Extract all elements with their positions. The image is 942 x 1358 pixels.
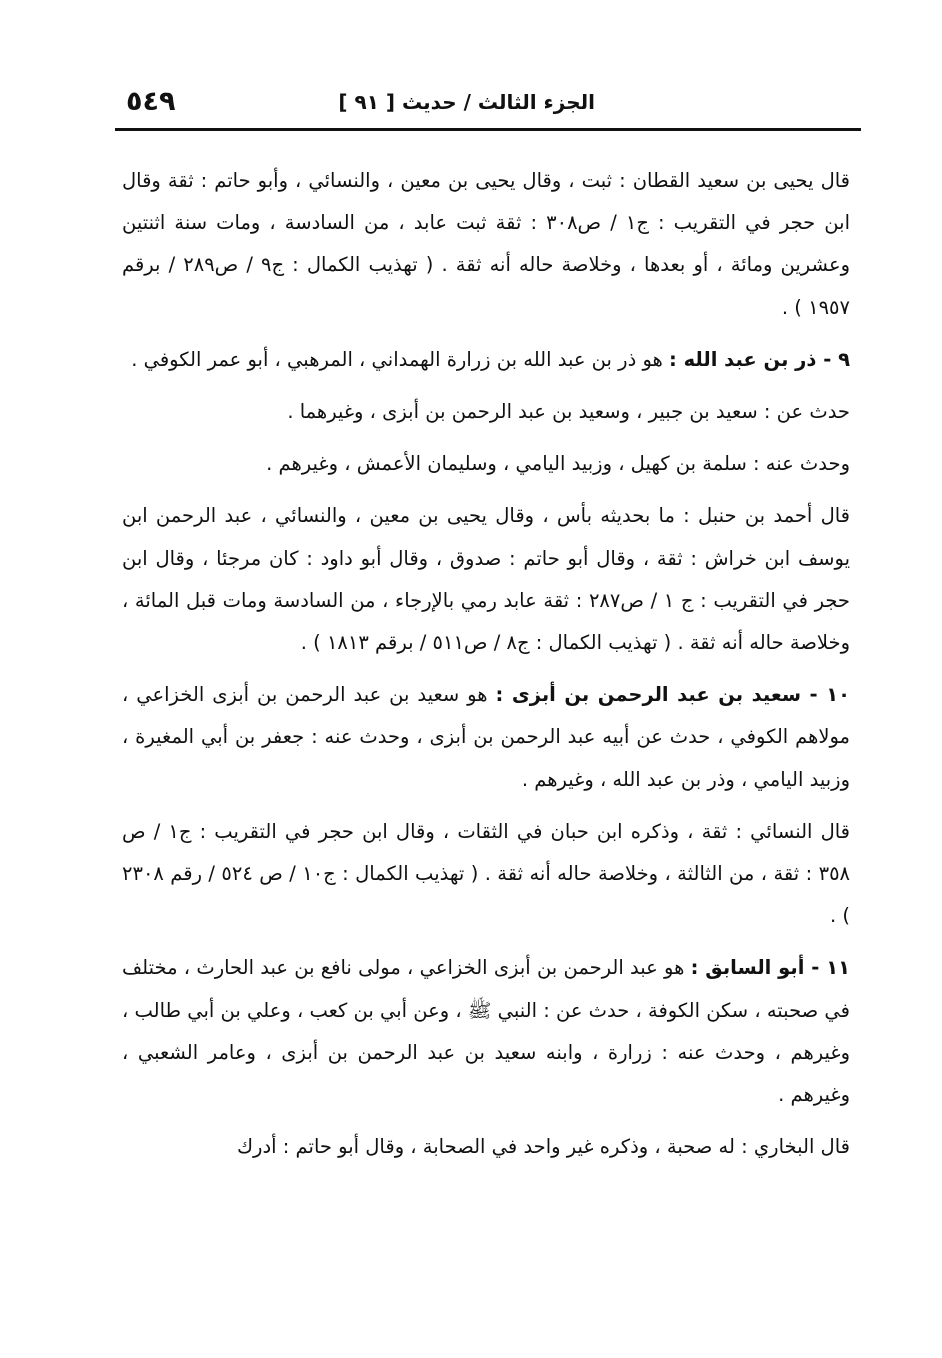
paragraph: [122, 391, 850, 433]
entry-heading: ١٠ - سعيد بن عبد الرحمن بن أبزى :: [495, 683, 850, 707]
paragraph: [122, 443, 850, 485]
entry-heading: ٩ - ذر بن عبد الله :: [669, 347, 850, 371]
entry-heading-paragraph: [122, 947, 850, 1116]
paragraph-text: هو ذر بن عبد الله بن زرارة الهمداني ، المرهبي ، أبو عمر الكوفي .: [131, 347, 670, 371]
paragraph-text: قال البخاري : له صحبة ، وذكره غير واحد في الصحابة ، وقال أبو حاتم : أدرك: [236, 1135, 850, 1159]
paragraph-text: هو عبد الرحمن بن أبزى الخزاعي ، مولى نافع بن عبد الحارث ، مختلف في صحبته ، سكن الكوفة ، حدث عن : النبي ﷺ ، وعن أبي بن كعب ، وعلي بن أبي طالب ، وغيرهم ، وحدث عنه : زرارة ، وابنه سعيد بن عبد الرحمن بن أبزى ، وعامر الشعبي ، وغيرهم .: [122, 956, 850, 1107]
paragraph: [122, 160, 850, 329]
running-head: الجزء الثالث / حديث [ ٩١ ]: [338, 90, 595, 114]
entry-heading: ١١ - أبو السابق :: [690, 956, 850, 980]
paragraph-text: حدث عن : سعيد بن جبير ، وسعيد بن عبد الرحمن بن أبزى ، وغيرهما .: [287, 400, 850, 424]
paragraph: [122, 495, 850, 664]
entry-heading-paragraph: [122, 674, 850, 801]
header-rule: [115, 128, 861, 131]
paragraph-text: قال النسائي : ثقة ، وذكره ابن حبان في الثقات ، وقال ابن حجر في التقريب : ج١ / ص ٣٥٨ : ثقة ، من الثالثة ، وخلاصة حاله أنه ثقة . ( تهذيب الكمال : ج١٠ / ص ٥٢٤ / رقم ٢٣٠٨ ) .: [122, 819, 851, 928]
paragraph: [122, 1126, 850, 1168]
paragraph-text: هو سعيد بن عبد الرحمن بن أبزى الخزاعي ، مولاهم الكوفي ، حدث عن أبيه عبد الرحمن بن أبزى ، وحدث عنه : جعفر بن أبي المغيرة ، وزبيد اليامي ، وذر بن عبد الله ، وغيرهم .: [122, 683, 850, 791]
page-number: ٥٤٩: [126, 86, 176, 117]
paragraph-text: قال أحمد بن حنبل : ما بحديثه بأس ، وقال يحيى بن معين ، والنسائي ، عبد الرحمن ابن يوسف ابن خراش : ثقة ، وقال أبو حاتم : صدوق ، وقال أبو داود : كان مرجئا ، وقال ابن حجر في التقريب : ج ١ / ص٢٨٧ : ثقة عابد رمي بالإرجاء ، من السادسة ومات قبل المائة ، وخلاصة حاله أنه ثقة . ( تهذيب الكمال : ج٨ / ص٥١١ / برقم ١٨١٣ ) .: [122, 504, 850, 655]
paragraph-text: وحدث عنه : سلمة بن كهيل ، وزبيد اليامي ، وسليمان الأعمش ، وغيرهم .: [266, 452, 850, 476]
page-header: [122, 84, 860, 124]
paragraph-text: قال يحيى بن سعيد القطان : ثبت ، وقال يحيى بن معين ، والنسائي ، وأبو حاتم : ثقة وقال ابن حجر في التقريب : ج١ / ص٣٠٨ : ثقة ثبت عابد ، من السادسة ، ومات سنة اثنتين وعشرين ومائة ، أو بعدها ، وخلاصة حاله أنه ثقة . ( تهذيب الكمال : ج٩ / ص٢٨٩ / برقم ١٩٥٧ ) .: [122, 169, 851, 319]
entry-heading-paragraph: [122, 339, 850, 381]
paragraph: [122, 811, 850, 938]
body-text: [122, 160, 850, 1178]
